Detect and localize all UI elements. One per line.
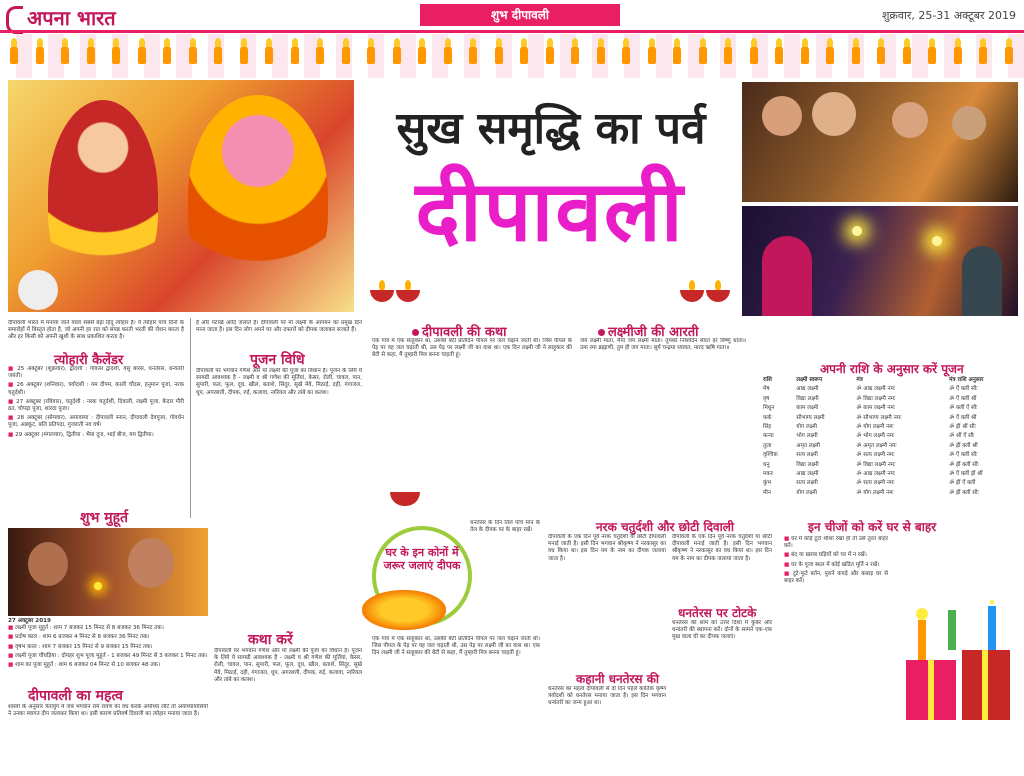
rashi-cell: ॐ ह्रीं ऐं क्लीं xyxy=(949,480,976,487)
rashi-cell: मीन xyxy=(763,489,771,496)
rashi-cell: मिथुन xyxy=(763,405,775,412)
calendar-list xyxy=(8,366,184,486)
lamp-icon xyxy=(189,46,197,64)
rashi-cell: ॐ श्रीं ऐं सौः xyxy=(949,433,975,440)
muhurat-list xyxy=(8,618,208,684)
rashi-cell: ॐ अमृत लक्ष्म्यै नमः xyxy=(856,442,897,449)
aarti-text: जय लक्ष्मी माता, मैया जय लक्ष्मी माता। तुमको निशिदिन सेवत हर विष्णु धाता॥ उमा रमा ब्रह्माणी, तुम ही जग माता। सूर्य चन्द्रमा ध्यावत, नारद ऋषि गाता॥ xyxy=(580,338,746,352)
rashi-cell: ॐ भोग लक्ष्म्यै नमः xyxy=(856,433,895,440)
rashi-cell: ॐ सौभाग्य लक्ष्म्यै नमः xyxy=(856,414,902,421)
section-title: शुभ दीपावली xyxy=(420,4,620,26)
lamp-icon xyxy=(724,46,732,64)
lamp-icon xyxy=(112,46,120,64)
muhurat-item: ■ वृषभ काल : शाम 7 बजकर 15 मिनट से 9 बजकर 15 मिनट तक। xyxy=(8,644,208,651)
calendar-item: ■ 28 अक्टूबर (सोमवार), अमावस्या : दीपावली स्नान, दीपावली देवपूजा, गोवर्धन पूजा, अन्नकूट, बलि प्रतिपदा, गुजराती नव वर्ष। xyxy=(8,415,184,429)
rashi-row xyxy=(762,423,1020,432)
muhurat-date: 27 अक्टूबर 2019 xyxy=(8,618,51,624)
rashi-cell: ॐ आद्य लक्ष्म्यै नमः xyxy=(856,386,895,393)
women-lighting-diya-image xyxy=(8,528,208,616)
lamp-icon xyxy=(240,46,248,64)
calendar-heading: त्योहारी कैलेंडर xyxy=(54,353,124,368)
lamp-icon xyxy=(546,46,554,64)
muhurat-item: ■ प्रदोष काल : शाम 6 बजकर 4 मिनट से 8 बजकर 36 मिनट तक। xyxy=(8,634,208,641)
corners-text: धनतेरस के दिन तिल पाँच मान के तेल के दीपक पर के बाहर रखें। xyxy=(470,520,540,534)
muhurat-heading: शुभ मुहूर्त xyxy=(80,510,129,526)
katha-heading: दीपावली की कथा xyxy=(412,322,507,340)
lamp-icon xyxy=(469,46,477,64)
calendar-item: ■ 27 अक्टूबर (रविवार), चतुर्दशी : नरक चतुर्दशी, दिवाली, लक्ष्मी पूजा, केदार गौरी व्रत, चोपड़ा पूजा, शारदा पूजा। xyxy=(8,399,184,413)
lamp-icon xyxy=(87,46,95,64)
rashi-row xyxy=(762,451,1020,460)
kahani-heading: कहानी धनतेरस की xyxy=(576,672,660,686)
rashi-cell: ॐ सत्य लक्ष्म्यै नमः xyxy=(856,480,895,487)
lamp-icon xyxy=(852,46,860,64)
rashi-cell: भोग लक्ष्मी xyxy=(796,433,818,440)
rashi-cell: तुला xyxy=(763,442,772,449)
rashi-row xyxy=(762,414,1020,423)
totke-text: धनतेरस की शाम को उत्तर दिशा में कुबेर और धन्वंतरी की स्थापना करें। दोनों के सामने एक-एक मुख वाला घी का दीपक जलाएं। xyxy=(672,620,772,641)
col2-continuation: दीपावली पर भगवान गणेश और माँ लक्ष्मी की पूजा का विधान है। पूजन के लिये ये सामग्री आवश्यक है - लक्ष्मी व श्री गणेश की मूर्तियां, केसर, रोली, चावल, पान, सुपारी, फल, फूल, दूध, खील, बताशे, सिंदूर, सूखे मेवे, मिठाई, दही, गंगाजल, धूप, अगरबत्ती, दीपक, रुई, कलावा, नारियल और तांबे का कलश। xyxy=(214,648,362,683)
headline-tagline: सुख समृद्धि का पर्व xyxy=(396,103,706,154)
header-rule xyxy=(0,30,1024,33)
aarti-heading: लक्ष्मीजी की आरती xyxy=(598,322,699,340)
bahar-item: ■ घर में कोई टूटा शीशा रखा हो तो उसे तुरंत बाहर करें। xyxy=(784,536,888,550)
rashi-table xyxy=(762,376,1020,498)
katha-vidhi-heading: कथा करें xyxy=(248,632,293,648)
rashi-cell: मकर xyxy=(763,471,773,478)
lamp-icon xyxy=(520,46,528,64)
rashi-cell: धनु xyxy=(763,461,770,468)
lamp-icon xyxy=(10,46,18,64)
lamp-icon xyxy=(444,46,452,64)
lamp-icon xyxy=(291,46,299,64)
diya-decoration-left xyxy=(366,262,426,302)
rashi-cell: ॐ ऐं क्लीं सौः xyxy=(949,452,978,459)
rashi-cell: आद्य लक्ष्मी xyxy=(796,471,819,478)
rashi-cell: ॐ ऐं क्लीं ह्रीं श्रीं xyxy=(949,471,983,478)
rashi-cell: कुंभ xyxy=(763,480,772,487)
rashi-cell: वृष xyxy=(763,395,770,402)
rashi-cell: ॐ ऐं क्लीं सौः xyxy=(949,386,978,393)
lamp-icon xyxy=(571,46,579,64)
column-divider xyxy=(190,318,191,518)
lamp-icon xyxy=(648,46,656,64)
calendar-item: ■ 29 अक्टूबर (मंगलवार), द्वितीया : भैया दूज, भाई बीज, यम द्वितीया। xyxy=(8,432,184,439)
rashi-cell: ॐ क्लीं ऐं सौः xyxy=(949,405,978,412)
intro-text: दीपावली भारत में मनाया जाने वाला सबसे बड़ा हिंदू त्योहार है। ये त्योहार पांच दिनों के समारोहों में विस्तृत होता है, जो अपनी हर रात को संपन्न करती भरती की रोशन करता है और हर किसी को अपनी खुशी के साथ प्रकाशित करता है। xyxy=(8,320,184,341)
lamp-icon xyxy=(36,46,44,64)
rashi-cell: कर्क xyxy=(763,414,772,421)
lamp-icon xyxy=(826,46,834,64)
bahar-item: ■ बंद या खराब घड़ियों को घर में न रखें। xyxy=(784,552,888,559)
lamp-icon xyxy=(495,46,503,64)
pujan-text: दीपावली पर भगवान गणेश और माँ लक्ष्मी की पूजा का विधान है। पूजन के लिये ये सामग्री आवश्यक है - लक्ष्मी व श्री गणेश की मूर्तियां, केसर, रोली, चावल, पान, सुपारी, फल, फूल, दूध, खील, बताशे, सिंदूर, सूखे मेवे, मिठाई, दही, गंगाजल, धूप, अगरबत्ती, दीपक, रुई, कलावा, नारियल और तांबे का कलश। xyxy=(196,368,362,396)
rashi-row xyxy=(762,432,1020,441)
issue-date: शुक्रवार, 25-31 अक्टूबर 2019 xyxy=(881,9,1016,22)
lamp-icon xyxy=(61,46,69,64)
bahar-heading: इन चीजों को करें घर से बाहर xyxy=(808,520,937,534)
callout-text: घर के इन कोनों में जरूर जलाएं दीपक xyxy=(383,546,461,572)
rashi-cell: ॐ विद्या लक्ष्म्यै नमः xyxy=(856,461,896,468)
rashi-cell: योग लक्ष्मी xyxy=(796,489,817,496)
headline-main: दीपावली xyxy=(415,162,685,260)
calendar-item: ■ 25 अक्टूबर (शुक्रवार), द्वादशी : गोवत्स द्वादशी, वसु बारस, धनतेरस, धन्वंतरी जयंती। xyxy=(8,366,184,380)
rashi-cell: सत्य लक्ष्मी xyxy=(796,480,818,487)
masthead xyxy=(0,0,1024,34)
corners-text-more: एक गांव में एक साहूकार था, उसकी बेटी प्रतिदिन पीपल पर जल चढ़ाने जाती थी। जिस पीपल के पेड़ पर वह जल चढ़ाती थी, उस पेड़ पर लक्ष्मी जी का वास था। एक दिन लक्ष्मी जी ने साहूकार की बेटी से कहा, मैं तुम्हारी मित्र बनना चाहती हूं। xyxy=(372,636,540,657)
lakshmi-ganesh-image xyxy=(8,80,354,312)
lamp-icon xyxy=(342,46,350,64)
rashi-cell: सौभाग्य लक्ष्मी xyxy=(796,414,825,421)
diya-decoration-right xyxy=(676,262,736,302)
lamp-icon xyxy=(775,46,783,64)
lamp-icon xyxy=(163,46,171,64)
lamp-icon xyxy=(138,46,146,64)
rashi-row xyxy=(762,489,1020,498)
rashi-cell: योग लक्ष्मी xyxy=(796,424,817,431)
lamp-icon xyxy=(673,46,681,64)
lamp-icon xyxy=(214,46,222,64)
kids-sparklers-image xyxy=(742,206,1018,316)
rashi-cell: ॐ आद्य लक्ष्म्यै नमः xyxy=(856,471,895,478)
lamp-icon xyxy=(699,46,707,64)
rashi-row xyxy=(762,385,1020,394)
lamp-icon xyxy=(316,46,324,64)
bahar-item: ■ घर के पूजा स्थल में कोई खंडित मूर्ति न रखें। xyxy=(784,562,888,569)
rashi-cell: वृश्चिक xyxy=(763,452,778,459)
diya-icon xyxy=(390,492,420,506)
rashi-cell: मेष xyxy=(763,386,770,393)
rashi-cell: विद्या लक्ष्मी xyxy=(796,461,819,468)
column-header: मंत्र राशि अनुसार xyxy=(949,377,984,383)
column-header: लक्ष्मी स्वरूप xyxy=(796,377,823,383)
lamp-icon xyxy=(622,46,630,64)
narak-heading: नरक चतुर्दशी और छोटी दिवाली xyxy=(596,520,734,534)
lamp-icon xyxy=(928,46,936,64)
rashi-cell: सिंह xyxy=(763,424,772,431)
lamp-border-decoration xyxy=(0,34,1024,78)
family-celebration-image xyxy=(742,82,1018,202)
muhurat-item: ■ लक्ष्मी पूजा चौघड़िया : दोपहर शुभ पूजा मुहूर्त - 1 बजकर 49 मिनट से 3 बजकर 1 मिनट तक। xyxy=(8,653,208,660)
rashi-cell: ॐ काम लक्ष्म्यै नमः xyxy=(856,405,895,412)
muhurat-item: ■ शाम का पूजा मुहूर्त : शाम 6 बजकर 04 मिनट से 10 बजकर 48 तक। xyxy=(8,662,208,669)
rashi-cell: ॐ ह्रीं क्लीं सौः xyxy=(949,461,979,468)
lamp-icon xyxy=(418,46,426,64)
publication-logo[interactable]: अपना भारत xyxy=(6,4,116,34)
rashi-cell: ॐ ह्रीं श्रीं सौः xyxy=(949,424,976,431)
narak-text-more: दीपावली के एक दिन पूर्व नरक चतुर्दशी या छोटी दीपावली मनाई जाती है। इसी दिन भगवान श्रीकृष्ण ने नरकासुर का वध किया था। इस दिन यम के नाम का दीपक जलाया जाता है। xyxy=(672,534,772,562)
rashi-cell: ॐ योग लक्ष्म्यै नमः xyxy=(856,489,894,496)
lamp-icon xyxy=(750,46,758,64)
lamp-icon xyxy=(954,46,962,64)
rashi-cell: ॐ विद्या लक्ष्म्यै नमः xyxy=(856,395,896,402)
muhurat-item: ■ लक्ष्मी पूजा मुहूर्त : शाम 7 बजकर 15 मिनट से 8 बजकर 36 मिनट तक। xyxy=(8,625,208,632)
mahatva-heading: दीपावली का महत्व xyxy=(28,688,123,704)
lamp-icon xyxy=(903,46,911,64)
diya-pot-icon xyxy=(362,590,446,630)
calendar-item: ■ 26 अक्टूबर (शनिवार), त्रयोदशी : यम दीपम, काली चौदस, हनुमान पूजा, नरक चतुर्दशी। xyxy=(8,382,184,396)
rashi-cell: कन्या xyxy=(763,433,774,440)
rashi-cell: काम लक्ष्मी xyxy=(796,405,819,412)
totke-heading: धनतेरस पर टोटके xyxy=(678,606,757,620)
lamp-icon xyxy=(265,46,273,64)
column-header: मंत्र xyxy=(856,377,863,383)
rashi-cell: ॐ ऐं क्लीं श्रीं xyxy=(949,414,977,421)
rashi-cell: ॐ सत्य लक्ष्म्यै नमः xyxy=(856,452,895,459)
rashi-table-header xyxy=(762,376,1020,385)
lamp-icon xyxy=(979,46,987,64)
kahani-text: धनतेरस का महत्व दीपावली से दो दिन पहले कार्तिक कृष्ण त्रयोदशी को धनतेरस मनाया जाता है। इस दिन भगवान धन्वंतरी का जन्म हुआ था। xyxy=(548,686,666,707)
mahatva-text: शास्त्रों के अनुसार त्रेतायुग में जब भगवान राम रावण का वध करके अयोध्या लौटे तो अयोध्यावासियों ने उनका स्वागत दीप जलाकर किया था। इसी कारण प्रतिवर्ष दिवाली का त्योहार मनाया जाता है। xyxy=(8,704,208,718)
gift-crackers-illustration xyxy=(898,600,1020,730)
col2-text: है और पटाखे आदि जलाते हैं। दीपावली पर माँ लक्ष्मी के आगमन का प्रमुख दिन माना जाता है। इस दिन लोग अपने घर और दफ्तरों को दीपक जलाकर सजाते हैं। xyxy=(196,320,362,334)
lamp-icon xyxy=(801,46,809,64)
rashi-cell: ॐ योग लक्ष्म्यै नमः xyxy=(856,424,894,431)
rashi-cell: ॐ ह्रीं क्लीं श्रीं xyxy=(949,442,978,449)
pujan-heading: पूजन विधि xyxy=(250,352,305,368)
lamp-icon xyxy=(597,46,605,64)
bahar-list xyxy=(784,536,888,766)
lamp-icon xyxy=(1005,46,1013,64)
rashi-cell: विद्या लक्ष्मी xyxy=(796,395,819,402)
rashi-row xyxy=(762,404,1020,413)
lamp-icon xyxy=(393,46,401,64)
rashi-cell: ॐ ह्रीं क्लीं सौः xyxy=(949,489,979,496)
rashi-row xyxy=(762,442,1020,451)
rashi-cell: आद्य लक्ष्मी xyxy=(796,386,819,393)
rashi-row xyxy=(762,395,1020,404)
rashi-cell: ॐ ऐं क्लीं श्रीं xyxy=(949,395,977,402)
rashi-row xyxy=(762,461,1020,470)
katha-text: एक गांव में एक साहूकार था, उसकी बेटी प्रतिदिन पीपल पर जल चढ़ाने जाती थी। जिस पीपल के पेड़ पर वह जल चढ़ाती थी, उस पेड़ पर लक्ष्मी जी का वास था। एक दिन लक्ष्मी जी ने साहूकार की बेटी से कहा, मैं तुम्हारी मित्र बनना चाहती हूं। xyxy=(372,338,572,359)
rashi-cell: सत्य लक्ष्मी xyxy=(796,452,818,459)
rashi-heading: अपनी राशि के अनुसार करें पूजन xyxy=(820,362,964,376)
lamp-icon xyxy=(367,46,375,64)
bahar-item: ■ टूटे-फूटे बर्तन, पुराने कपड़े और कबाड़ घर से बाहर करें। xyxy=(784,571,888,585)
narak-text: दीपावली के एक दिन पूर्व नरक चतुर्दशी या छोटी दीपावली मनाई जाती है। इसी दिन भगवान श्रीकृष्ण ने नरकासुर का वध किया था। इस दिन यम के नाम का दीपक जलाया जाता है। xyxy=(548,534,666,562)
rashi-row xyxy=(762,479,1020,488)
lamp-icon xyxy=(877,46,885,64)
column-header: राशि xyxy=(763,377,772,383)
rashi-cell: अमृत लक्ष्मी xyxy=(796,442,820,449)
rashi-row xyxy=(762,470,1020,479)
